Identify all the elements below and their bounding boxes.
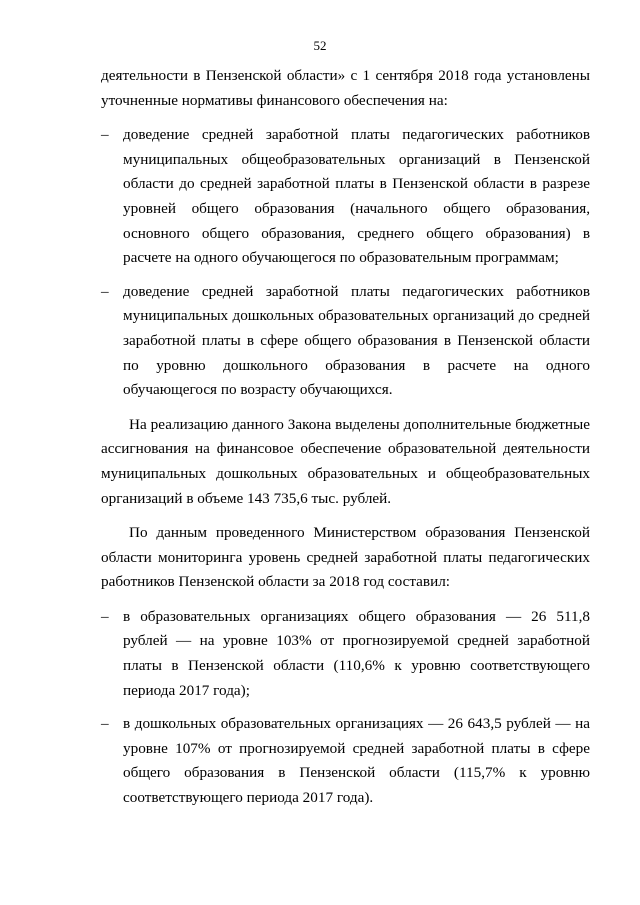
- salary-list: [101, 605, 590, 811]
- monitoring-paragraph: По данным проведенного Министерством образования Пензенской области мониторинга уровень средней заработной платы педагогических работников Пензенской области за 2018 год составил:: [101, 524, 590, 591]
- list-item: [101, 123, 590, 271]
- list-item-text: в образовательных организациях общего образования — 26 511,8 рублей — на уровне 103% от прогнозируемой средней заработной платы в Пензенской области (110,6% к уровню соответствующего периода 2017 года);: [123, 607, 590, 699]
- spacer: [101, 703, 590, 712]
- list-item-text: доведение средней заработной платы педагогических работников муниципальных дошкольных образовательных организаций до средней заработной платы в сфере общего образования в Пензенской области по уровню дошкольного образования в расчете на одного обучающегося по возрасту обучающихся.: [123, 282, 590, 399]
- page-content: [101, 64, 590, 811]
- list-item: [101, 712, 590, 810]
- intro-paragraph: деятельности в Пензенской области» с 1 сентября 2018 года установлены уточненные нормативы финансового обеспечения на:: [101, 67, 590, 109]
- list-item-text: доведение средней заработной платы педагогических работников муниципальных общеобразовательных организаций в Пензенской области до средней заработной платы в Пензенской области в разрезе уровней общего образования (начального общего образования, основного общего образования, среднего общего образования) в расчете на одного обучающегося по образовательным программам;: [123, 126, 590, 267]
- spacer: [101, 595, 590, 605]
- funding-paragraph: На реализацию данного Закона выделены дополнительные бюджетные ассигнования на финансовое обеспечение образовательной деятельности муниципальных дошкольных образовательных и общеобразовательных организаций в объеме 143 735,6 тыс. рублей.: [101, 415, 590, 507]
- spacer: [101, 403, 590, 413]
- spacer: [101, 271, 590, 280]
- spacer: [101, 113, 590, 123]
- list-marker: –: [101, 282, 109, 300]
- list-item: [101, 280, 590, 403]
- list-item: [101, 605, 590, 703]
- list-marker: –: [101, 715, 109, 733]
- list-item-text: в дошкольных образовательных организациях — 26 643,5 рублей — на уровне 107% от прогнозируемой средней заработной платы в сфере общего образования в Пензенской области (115,7% к уровню соответствующего периода 2017 года).: [123, 715, 590, 807]
- list-marker: –: [101, 607, 109, 625]
- norms-list: [101, 123, 590, 403]
- list-marker: –: [101, 126, 109, 144]
- page-number: 52: [313, 38, 327, 53]
- spacer: [101, 511, 590, 521]
